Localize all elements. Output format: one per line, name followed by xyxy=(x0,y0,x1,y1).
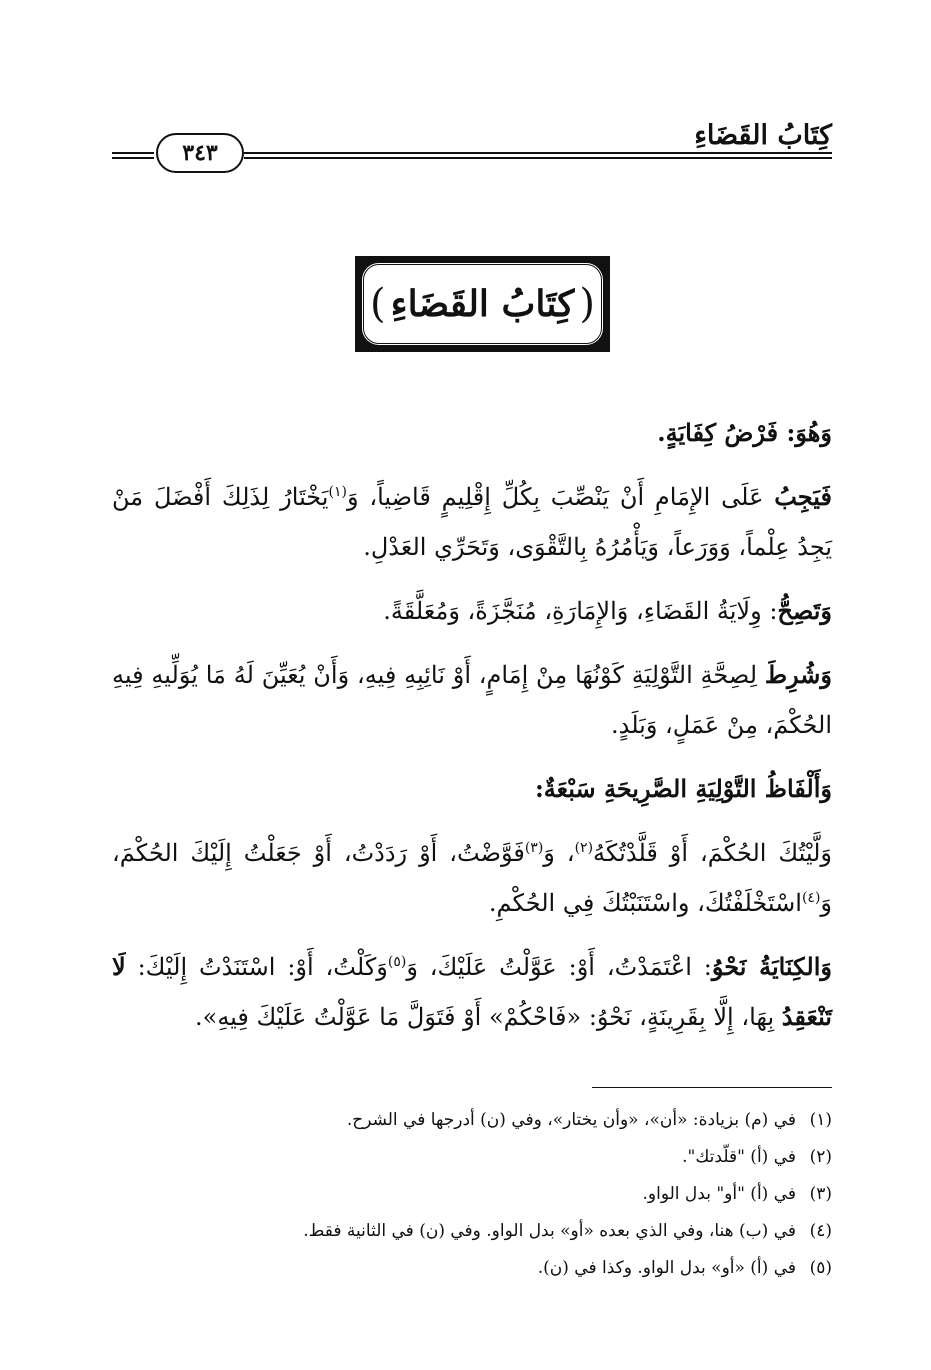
footnote-marker: (٣) xyxy=(524,840,544,856)
running-header xyxy=(112,118,832,166)
footnote-text: في (أ) "أو" بدل الواو. xyxy=(642,1184,796,1204)
main-text xyxy=(112,408,832,1056)
paragraph xyxy=(112,472,832,572)
footnote-number: (٢) xyxy=(809,1147,832,1167)
text-run: ، وَ xyxy=(543,839,575,867)
bracket-ornament-right: ) xyxy=(579,281,595,327)
paragraph-lead: وَشُرِطَ xyxy=(764,660,832,689)
chapter-title-frame xyxy=(355,256,610,352)
page-number: ٣٤٣ xyxy=(182,140,218,166)
text-run: اسْتَخْلَفْتُكَ، واسْتَنَبْتُكَ فِي الحُكْمِ. xyxy=(488,889,802,917)
text-run: عَلَى الإِمَامِ أَنْ يَنْصِّبَ بِكُلِّ إِقْلِيمٍ قَاضِياً، وَ xyxy=(346,483,775,511)
footnote-text: في (أ) "قلّدتك". xyxy=(682,1147,796,1167)
footnote-number: (٤) xyxy=(809,1221,832,1241)
paragraph xyxy=(112,764,832,814)
text-run: وَلَّيْتُكَ الحُكْمَ، أَوْ قَلَّدْتُكَهُ xyxy=(593,839,832,867)
paragraph-lead: وَالكِنَايَةُ نَحْوُ xyxy=(711,952,832,981)
footnote-marker: (٤) xyxy=(801,890,821,906)
footnote xyxy=(112,1213,832,1250)
footnote-text: في (أ) «أو» بدل الواو. وكذا في (ن). xyxy=(537,1258,796,1278)
header-rule-left xyxy=(112,152,154,159)
footnote-marker: (٢) xyxy=(574,840,594,856)
footnote xyxy=(112,1250,832,1287)
paragraph-lead: وَأَلْفَاظُ التَّوْلِيَةِ الصَّرِيحَةِ سَبْعَةٌ: xyxy=(534,774,832,803)
running-title: كِتَابُ القَضَاءِ xyxy=(694,120,832,151)
footnote-text: في (ب) هنا، وفي الذي بعده «أو» بدل الواو. وفي (ن) في الثانية فقط. xyxy=(303,1221,796,1241)
paragraph-lead: فَيَجِبُ xyxy=(774,482,832,511)
text-run: فَوَّضْتُ، أَوْ رَدَدْتُ، أَوْ جَعَلْتُ إِلَيْكَ الحُكْمَ، وَ xyxy=(112,839,832,917)
paragraph xyxy=(112,942,832,1042)
paragraph-lead: وَهُوَ: فَرْضُ كِفَايَةٍ. xyxy=(657,418,832,447)
text-run: : وِلَايَةُ القَضَاءِ، وَالإِمَارَةِ، مُنَجَّزَةً، وَمُعَلَّقَةً. xyxy=(383,597,778,625)
text-run: يَخْتَارُ لِذَلِكَ أَفْضَلَ مَنْ يَجِدُ عِلْماً، وَوَرَعاً، وَيَأْمُرُهُ بِالتَّقْوَى، وَتَحَرِّي العَدْلِ. xyxy=(112,483,832,561)
footnote-number: (٥) xyxy=(809,1258,832,1278)
page-number-badge xyxy=(156,133,244,173)
text-run: : اعْتَمَدْتُ، أَوْ: عَوَّلْتُ عَلَيْكَ، وَ xyxy=(406,953,712,981)
text-run: لِصِحَّةِ التَّوْلِيَةِ كَوْنُهَا مِنْ إِمَامٍ، أَوْ نَائِبِهِ فِيهِ، وَأَنْ يُعَيِّنَ لَهُ مَا يُوَلِّيهِ فِيهِ الحُكْمَ، مِنْ عَمَلٍ، وَبَلَدٍ. xyxy=(112,661,832,739)
footnote xyxy=(112,1102,832,1139)
chapter-title: كِتَابُ القَضَاءِ xyxy=(390,283,575,325)
footnotes xyxy=(112,1102,832,1287)
paragraph xyxy=(112,586,832,636)
footnote xyxy=(112,1176,832,1213)
bold-text: لَا تَنْعَقِدُ xyxy=(112,952,832,1031)
paragraph xyxy=(112,650,832,750)
footnote-separator xyxy=(592,1087,832,1088)
footnote-number: (٣) xyxy=(809,1184,832,1204)
footnote xyxy=(112,1139,832,1176)
paragraph xyxy=(112,408,832,458)
text-run: وَكَلْتُ، أَوْ: اسْتَنَدْتُ إِلَيْكَ: xyxy=(125,953,388,981)
text-run: بِهَا، إِلَّا بِقَرِينَةٍ، نَحْوُ: «فَاحْكُمْ» أَوْ فَتَوَلَّ مَا عَوَّلْتُ عَلَيْكَ فِيهِ». xyxy=(195,1003,782,1031)
paragraph-lead: وَتَصِحُّ xyxy=(777,596,832,625)
bracket-ornament-left: ( xyxy=(370,281,386,327)
paragraph xyxy=(112,828,832,928)
footnote-marker: (١) xyxy=(328,484,347,500)
header-rule xyxy=(244,152,832,159)
chapter-title-inner xyxy=(361,262,604,346)
footnote-number: (١) xyxy=(809,1110,832,1130)
footnote-text: في (م) بزيادة: «أن»، «وأن يختار»، وفي (ن) أدرجها في الشرح. xyxy=(346,1110,796,1130)
footnote-marker: (٥) xyxy=(387,954,407,970)
